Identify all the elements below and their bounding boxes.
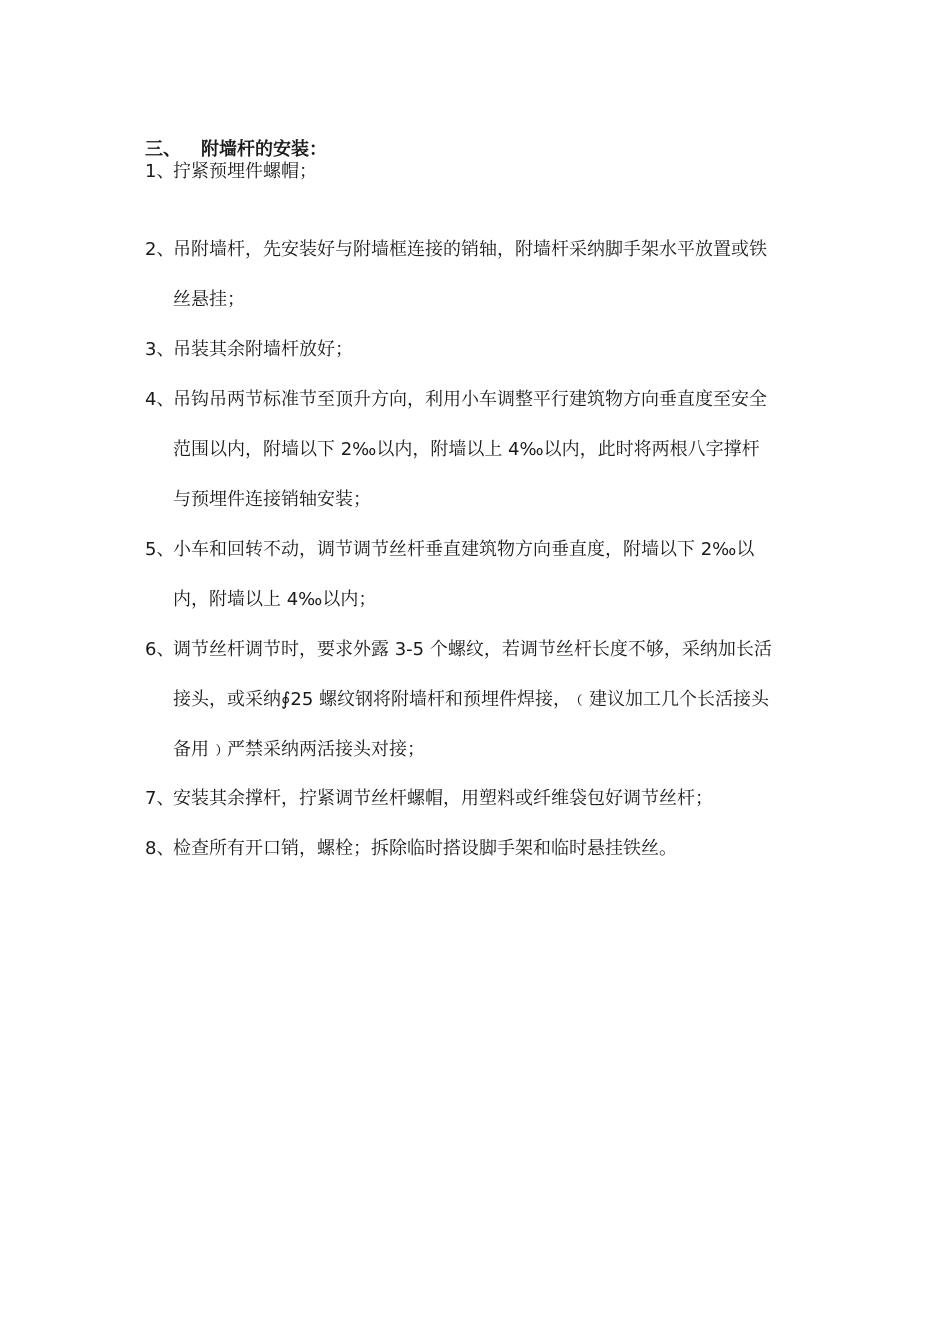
list-item-line: 吊钩吊两节标准节至顶升方向，利用小车调整平行建筑物方向垂直度至安全 bbox=[173, 389, 767, 410]
list-item-line: 小车和回转不动，调节调节丝杆垂直建筑物方向垂直度，附墙以下 2‰以 bbox=[173, 539, 755, 560]
list-item-line: 范围以内，附墙以下 2‰以内，附墙以上 4‰以内，此时将两根八字撑杆 bbox=[173, 439, 760, 460]
list-item-7 bbox=[145, 774, 815, 824]
list-item-line: 丝悬挂； bbox=[173, 289, 245, 310]
list-item-3 bbox=[145, 325, 815, 375]
list-item-6 bbox=[145, 625, 815, 775]
list-item-8 bbox=[145, 824, 815, 874]
list-item-line: 调节丝杆调节时，要求外露 3-5 个螺纹，若调节丝杆长度不够，采纳加长活 bbox=[173, 639, 772, 660]
list-item-2 bbox=[145, 225, 815, 325]
list-item-index: 4、 bbox=[145, 389, 175, 410]
list-item-line: 吊装其余附墙杆放好； bbox=[173, 339, 353, 360]
list-item-4 bbox=[145, 375, 815, 525]
list-item-line: 安装其余撑杆，拧紧调节丝杆螺帽，用塑料或纤维袋包好调节丝杆； bbox=[173, 788, 713, 809]
list-item-5 bbox=[145, 525, 815, 625]
list-item-text bbox=[173, 625, 815, 775]
list-item-index: 8、 bbox=[145, 838, 175, 859]
list-item-text bbox=[173, 375, 815, 525]
list-item-text bbox=[173, 824, 815, 874]
list-item-1 bbox=[145, 147, 815, 197]
list-item-line: 内，附墙以上 4‰以内； bbox=[173, 589, 377, 610]
list-item-text bbox=[173, 774, 815, 824]
list-item-line: 检查所有开口销，螺栓；拆除临时搭设脚手架和临时悬挂铁丝。 bbox=[173, 838, 677, 859]
section-title: 附墙杆的安装： bbox=[201, 139, 327, 160]
list-item-text bbox=[173, 147, 815, 197]
list-item-index: 3、 bbox=[145, 339, 175, 360]
list-item-index: 1、 bbox=[145, 161, 175, 182]
list-item-line: 拧紧预埋件螺帽； bbox=[173, 161, 317, 182]
list-item-line: 与预埋件连接销轴安装； bbox=[173, 489, 371, 510]
section-number: 三、 bbox=[145, 139, 181, 160]
list-item-index: 5、 bbox=[145, 539, 175, 560]
list-item-text bbox=[173, 225, 815, 325]
list-item-index: 7、 bbox=[145, 788, 175, 809]
list-item-line: 吊附墙杆，先安装好与附墙框连接的销轴，附墙杆采纳脚手架水平放置或铁 bbox=[173, 239, 767, 260]
list-item-index: 2、 bbox=[145, 239, 175, 260]
list-item-index: 6、 bbox=[145, 639, 175, 660]
list-item-text bbox=[173, 525, 815, 625]
list-item-text bbox=[173, 325, 815, 375]
list-item-line: 备用﹚严禁采纳两活接头对接； bbox=[173, 739, 425, 760]
list-item-line: 接头，或采纳∮25 螺纹钢将附墙杆和预埋件焊接，﹙建议加工几个长活接头 bbox=[173, 689, 770, 710]
